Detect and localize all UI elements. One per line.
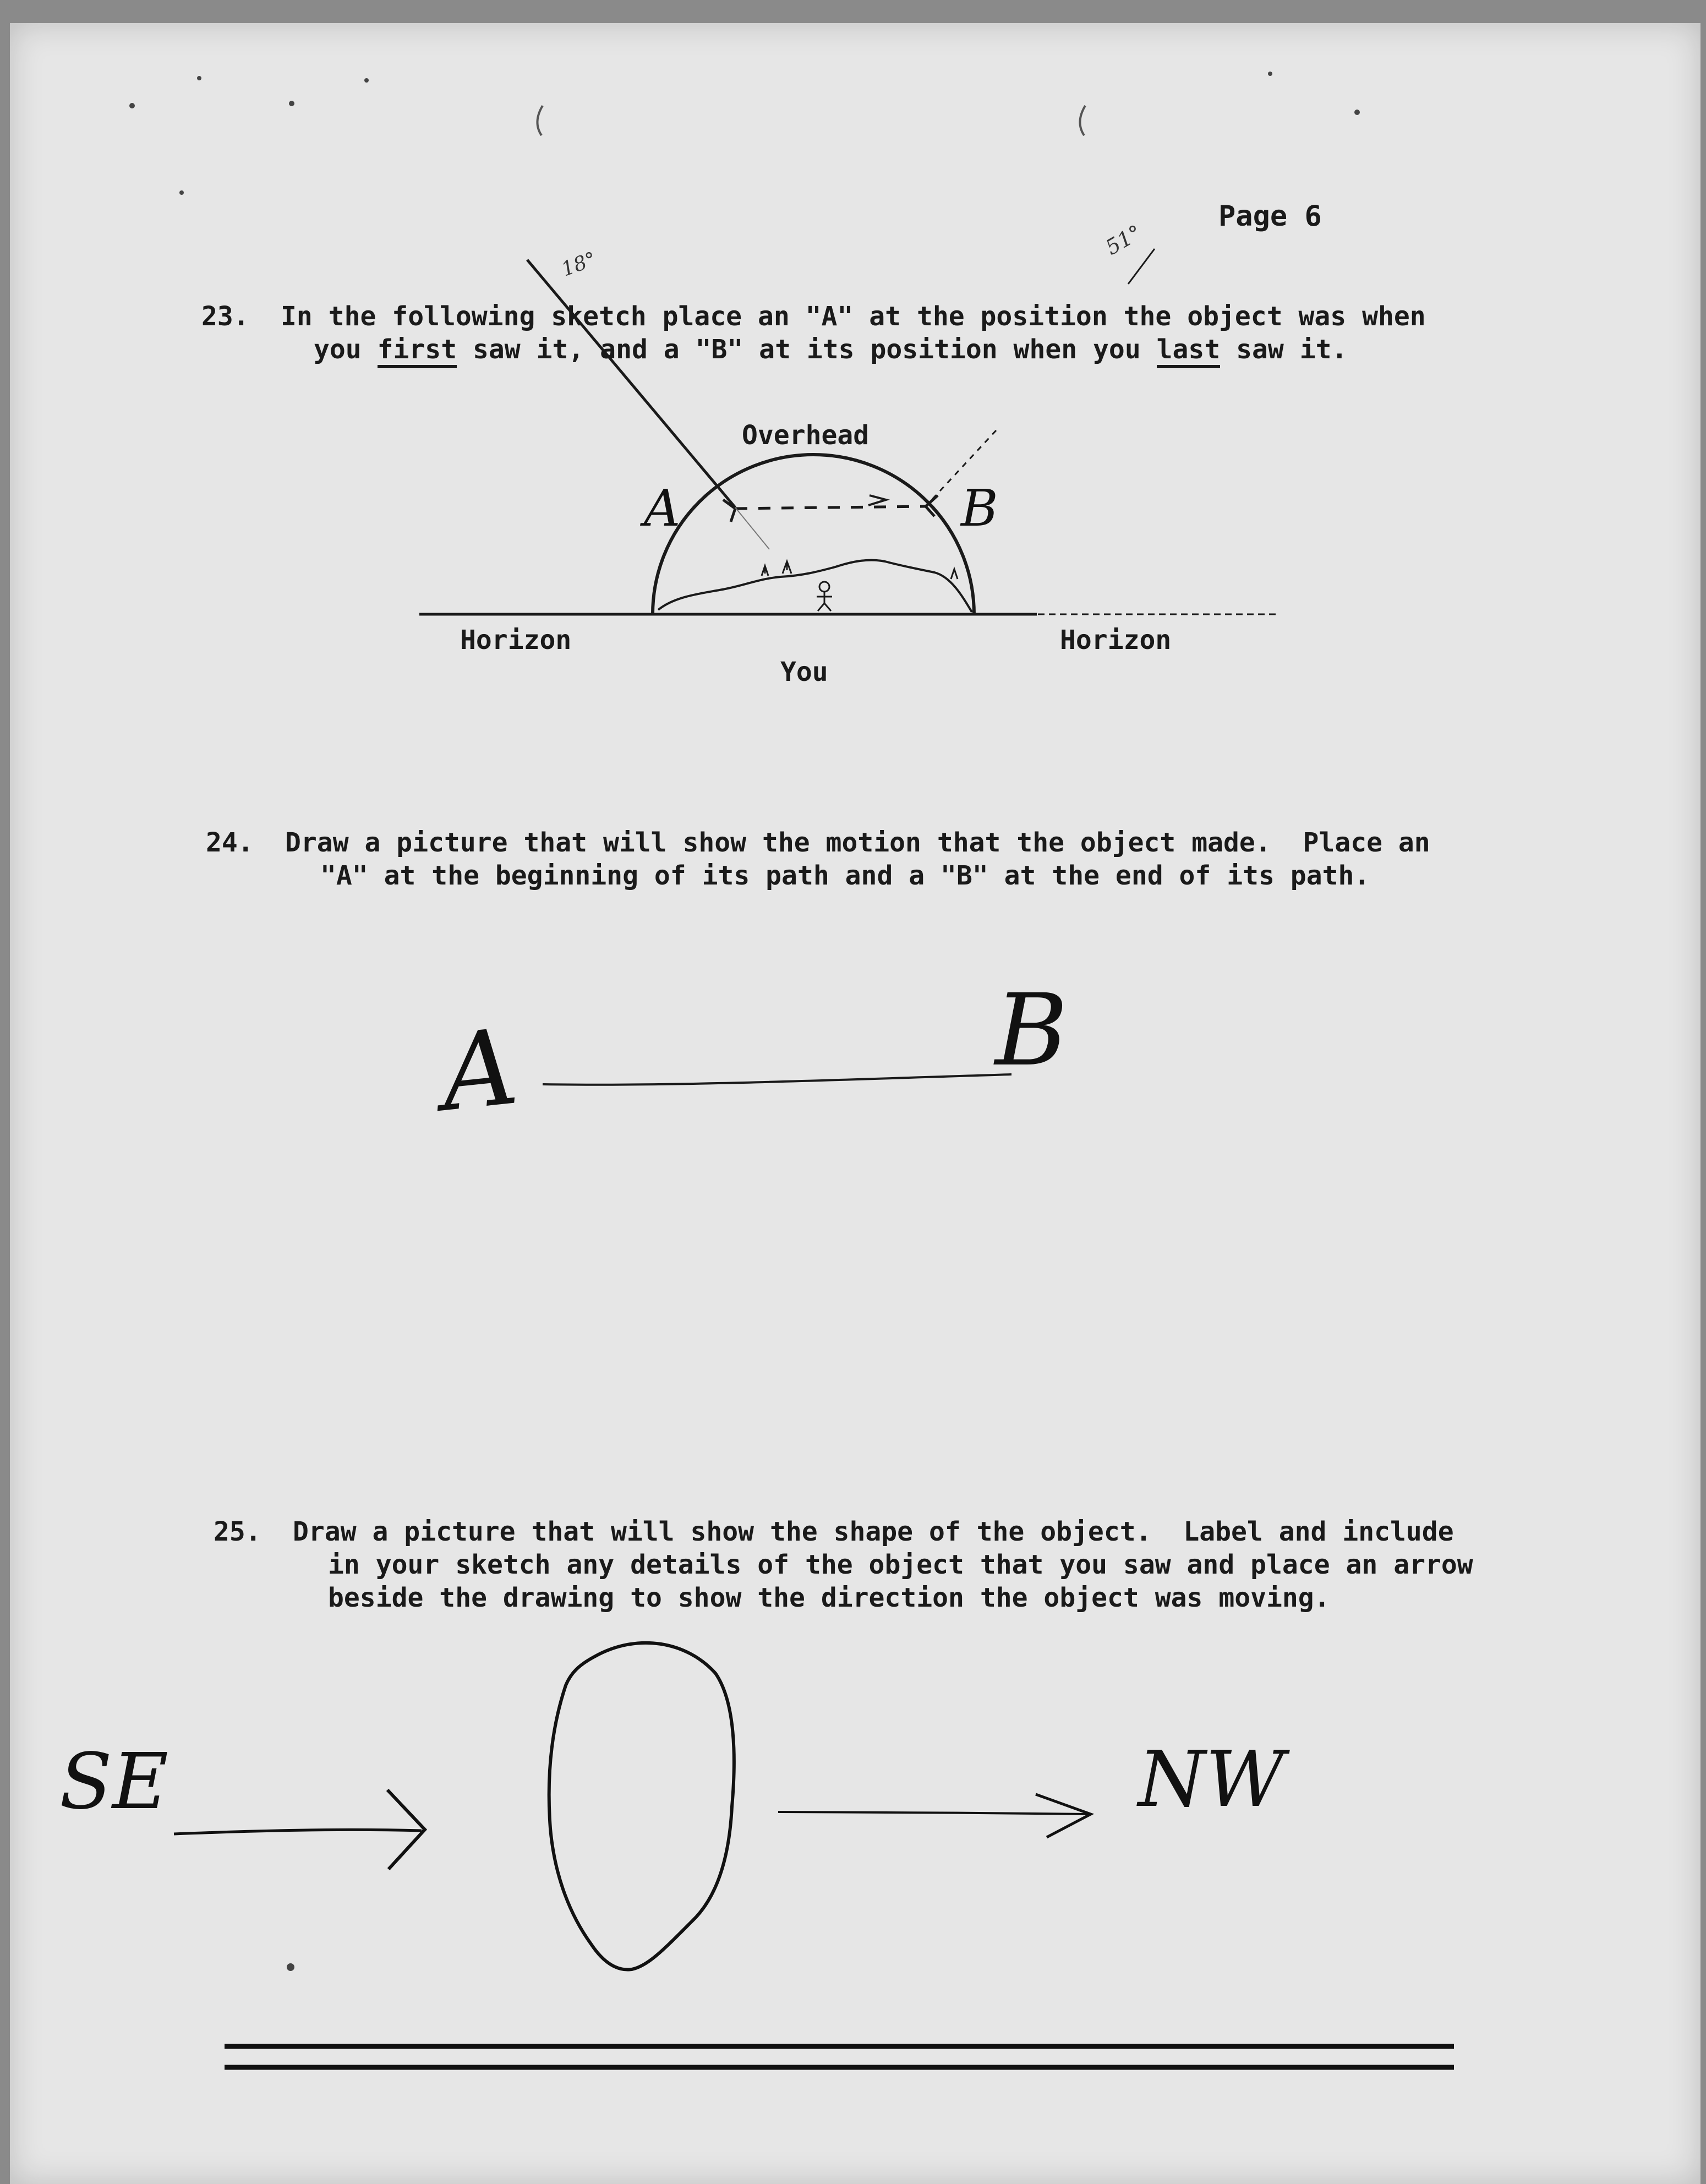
paper-specks [129, 72, 1360, 1971]
you-label: You [780, 657, 828, 687]
document-page [10, 23, 1700, 2184]
question-number: 23. [201, 301, 249, 332]
tree-mark [783, 561, 791, 574]
question-number: 24. [206, 827, 254, 858]
overhead-label: Overhead [742, 420, 870, 451]
question-text-line: you first saw it, and a "B" at its position when you last saw it. [314, 332, 1347, 367]
landscape-outline [658, 560, 972, 612]
handwritten-angle-right: 51° [1101, 220, 1146, 260]
sky-diagram [419, 249, 1276, 614]
observer-figure [817, 582, 832, 611]
sight-line-a-extension [735, 507, 769, 549]
handwritten-direction-from: SE [59, 1737, 169, 1827]
cross-mark-a [723, 500, 735, 522]
horizon-right-label: Horizon [1060, 625, 1172, 656]
tree-mark [762, 566, 768, 576]
question-text-line: In the following sketch place an "A" at the position the object was when [281, 301, 1426, 332]
question-number: 25. [214, 1516, 261, 1547]
horizon-left-label: Horizon [460, 625, 572, 656]
path-arrowhead [868, 495, 886, 505]
direction-arrow-left-shaft [174, 1830, 422, 1834]
punch-hole-mark [537, 106, 543, 135]
question-text-line: in your sketch any details of the object that you saw and place an arrow [328, 1549, 1473, 1580]
object-shape-outline [549, 1643, 734, 1970]
handwritten-path-end-b: B [995, 973, 1068, 1088]
underlined-word: last [1157, 334, 1221, 368]
tree-mark [951, 569, 958, 579]
form-drawings [10, 23, 1700, 2184]
question-text-line: beside the drawing to show the direction the object was moving. [328, 1582, 1330, 1613]
punch-hole-mark [1080, 106, 1085, 135]
question-text-line: Draw a picture that will show the motion that the object made. Place an [285, 827, 1430, 858]
sky-dome-arc [653, 455, 974, 614]
direction-arrow-right-head [1036, 1794, 1091, 1837]
handwritten-path-start-a: A [435, 1006, 523, 1135]
handwritten-mark-b: B [961, 479, 998, 538]
handwritten-mark-a: A [644, 479, 681, 538]
tick-mark [1128, 249, 1155, 284]
motion-path-line [543, 1074, 1011, 1085]
sight-line-a [527, 260, 735, 507]
question-text-line: Draw a picture that will show the shape of the object. Label and include [293, 1516, 1454, 1547]
page-number: Page 6 [1218, 200, 1322, 233]
direction-arrow-right-shaft [778, 1812, 1089, 1814]
object-path-dashed [735, 506, 926, 509]
underlined-word: first [378, 334, 457, 368]
handwritten-direction-to: NW [1138, 1735, 1285, 1825]
handwritten-angle-left: 18° [558, 248, 599, 281]
question-text-line: "A" at the beginning of its path and a "B" at the end of its path. [320, 860, 1370, 891]
